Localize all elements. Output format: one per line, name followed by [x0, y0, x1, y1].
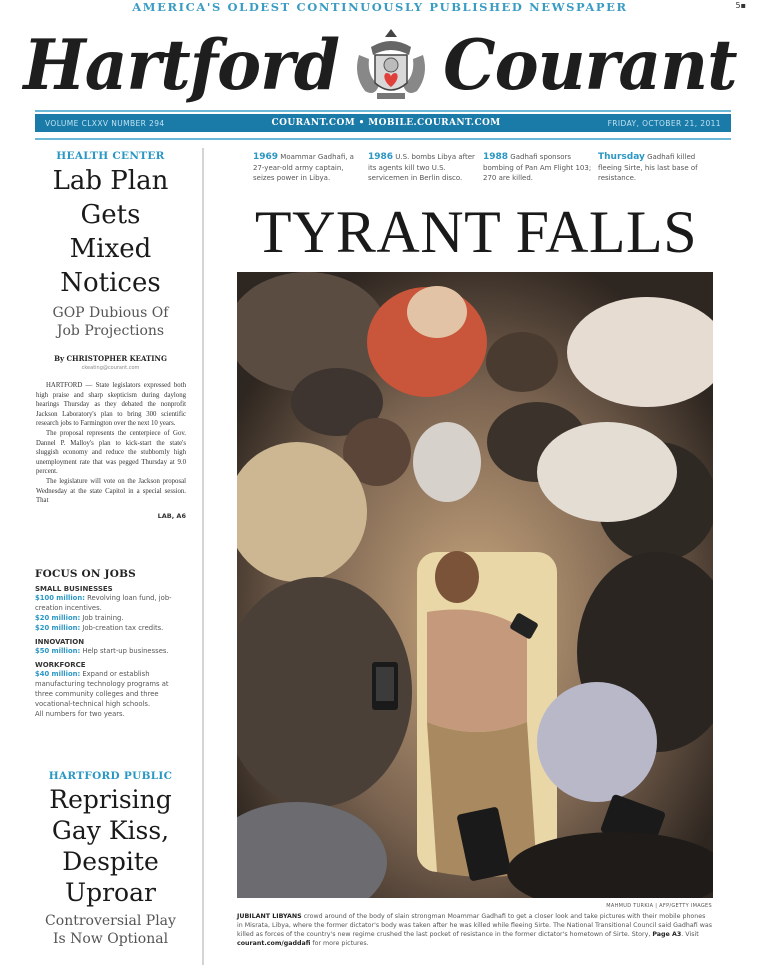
timeline-year: Thursday	[598, 152, 645, 162]
item-text: Revolving loan fund, job-creation incentives.	[35, 594, 172, 612]
headline-line: Mixed	[69, 234, 152, 264]
photo-credit: MAHMUD TURKIA | AFP/GETTY IMAGES	[606, 903, 712, 909]
amount: $20 million:	[35, 614, 81, 622]
dek-line: GOP Dubious Of	[52, 305, 169, 321]
story-body	[36, 381, 186, 506]
amount: $100 million:	[35, 594, 85, 602]
timeline-text: U.S. bombs Libya after its agents kill two U.S. servicemen in Berlin disco.	[368, 153, 475, 182]
item-text: Expand or establish manufacturing technology programs at three community colleges and three vocational-technical high schools.	[35, 670, 169, 708]
headline-line: Notices	[60, 268, 161, 298]
info-bar	[35, 110, 731, 140]
issue-date: FRIDAY, OCTOBER 21, 2011	[607, 118, 721, 128]
photo-caption	[237, 912, 713, 948]
headline-reprising[interactable]	[28, 784, 193, 908]
caption-lead: JUBILANT LIBYANS	[237, 913, 302, 920]
focus-on-jobs-box	[35, 568, 185, 719]
caption-text: crowd around of the body of slain strongman Moammar Gadhafi to get a closer look and take pictures with their mobile phones in Misrata, Libya, where the former dictator's body was taken after he was killed while fleeing Sirte. The National Transitional Council said Gadhafi was killed as forces of the country's new regime crushed the last pocket of resistance in the former dictator's hometown of Sirte. Story,	[237, 913, 713, 938]
kicker-health-center: HEALTH CENTER	[56, 150, 165, 162]
kicker-hartford-public: HARTFORD PUBLIC	[48, 770, 173, 782]
jump-reference[interactable]: LAB, A6	[157, 511, 186, 520]
coat-of-arms-crest-icon	[349, 25, 433, 105]
timeline	[253, 152, 713, 184]
paragraph: The legislature will vote on the Jackson proposal Wednesday at the state Capitol in a special session. That	[36, 477, 186, 505]
headline-line: Reprising	[49, 785, 172, 814]
headline-line: Gay Kiss,	[51, 816, 170, 845]
amount: $20 million:	[35, 624, 81, 632]
headline-line: Lab Plan	[52, 166, 169, 196]
focus-title: FOCUS ON JOBS	[35, 568, 136, 580]
timeline-item	[598, 152, 713, 184]
gallery-link[interactable]: courant.com/gaddafi	[237, 940, 311, 947]
volume-number: VOLUME CLXXV NUMBER 294	[45, 118, 165, 128]
timeline-item	[368, 152, 483, 184]
timeline-item	[253, 152, 368, 184]
amount: $40 million:	[35, 670, 81, 678]
lead-photo[interactable]	[237, 272, 713, 898]
caption-tail: for more pictures.	[310, 940, 369, 947]
dek-line: Is Now Optional	[52, 931, 169, 947]
main-headline[interactable]: TYRANT FALLS	[254, 199, 698, 265]
timeline-year: 1986	[368, 152, 394, 162]
masthead-left-word: Hartford	[23, 24, 340, 106]
column-divider	[202, 148, 204, 965]
timeline-year: 1969	[253, 152, 279, 162]
headline-line: Despite	[62, 847, 159, 876]
item-text: Help start-up businesses.	[80, 647, 169, 655]
website-links[interactable]: COURANT.COM • MOBILE.COURANT.COM	[271, 118, 501, 128]
item-text: Job training.	[80, 614, 124, 622]
caption-mid: . Visit	[681, 931, 699, 938]
timeline-item	[483, 152, 598, 184]
focus-section-label: SMALL BUSINESSES	[35, 585, 113, 593]
byline: By CHRISTOPHER KEATING	[54, 354, 167, 363]
dek-lab-plan	[28, 304, 193, 340]
focus-section-label: INNOVATION	[35, 638, 85, 646]
item-text: Job-creation tax credits.	[80, 624, 164, 632]
author-email[interactable]: ckeating@courant.com	[81, 365, 140, 371]
timeline-year: 1988	[483, 152, 509, 162]
dek-reprising	[28, 912, 193, 948]
paragraph: The proposal represents the centerpiece of Gov. Dannel P. Malloy's plan to kick-start the state's sluggish economy and reduce the stubbornly high unemployment rate that was pegged Thursday at 9.0 percent.	[36, 429, 186, 476]
focus-section-label: WORKFORCE	[35, 661, 86, 669]
headline-line: Gets	[80, 200, 141, 230]
focus-note: All numbers for two years.	[35, 710, 125, 718]
masthead-right-word: Courant	[443, 24, 737, 106]
focus-item	[35, 669, 185, 709]
focus-item	[35, 646, 185, 656]
headline-lab-plan[interactable]	[28, 164, 193, 300]
timeline-text: Moammar Gadhafi, a 27-year-old army captain, seizes power in Libya.	[253, 153, 354, 182]
paragraph: HARTFORD — State legislators expressed both high praise and sharp skepticism during daylong hearings Thursday as they debated the nonprofit Jackson Laboratory's plan to bring 300 scientific research jobs to Farmington over the next 10 years.	[36, 382, 186, 428]
focus-item	[35, 593, 185, 613]
headline-line: Uproar	[65, 878, 156, 907]
left-story-gay-kiss	[28, 770, 193, 948]
amount: $50 million:	[35, 647, 81, 655]
dek-line: Job Projections	[56, 323, 165, 339]
focus-item	[35, 623, 185, 633]
focus-item	[35, 613, 185, 623]
timeline-text: Gadhafi killed fleeing Sirte, his last base of resistance.	[598, 153, 698, 182]
tagline: AMERICA'S OLDEST CONTINUOUSLY PUBLISHED NEWSPAPER	[132, 0, 628, 14]
timeline-text: Gadhafi sponsors bombing of Pan Am Flight 103; 270 are killed.	[483, 153, 592, 182]
corner-mark: 5▪	[735, 1, 746, 10]
left-story-lab-plan	[28, 150, 193, 520]
page-reference[interactable]: Page A3	[652, 931, 682, 938]
masthead	[0, 22, 760, 108]
dek-line: Controversial Play	[45, 913, 176, 929]
